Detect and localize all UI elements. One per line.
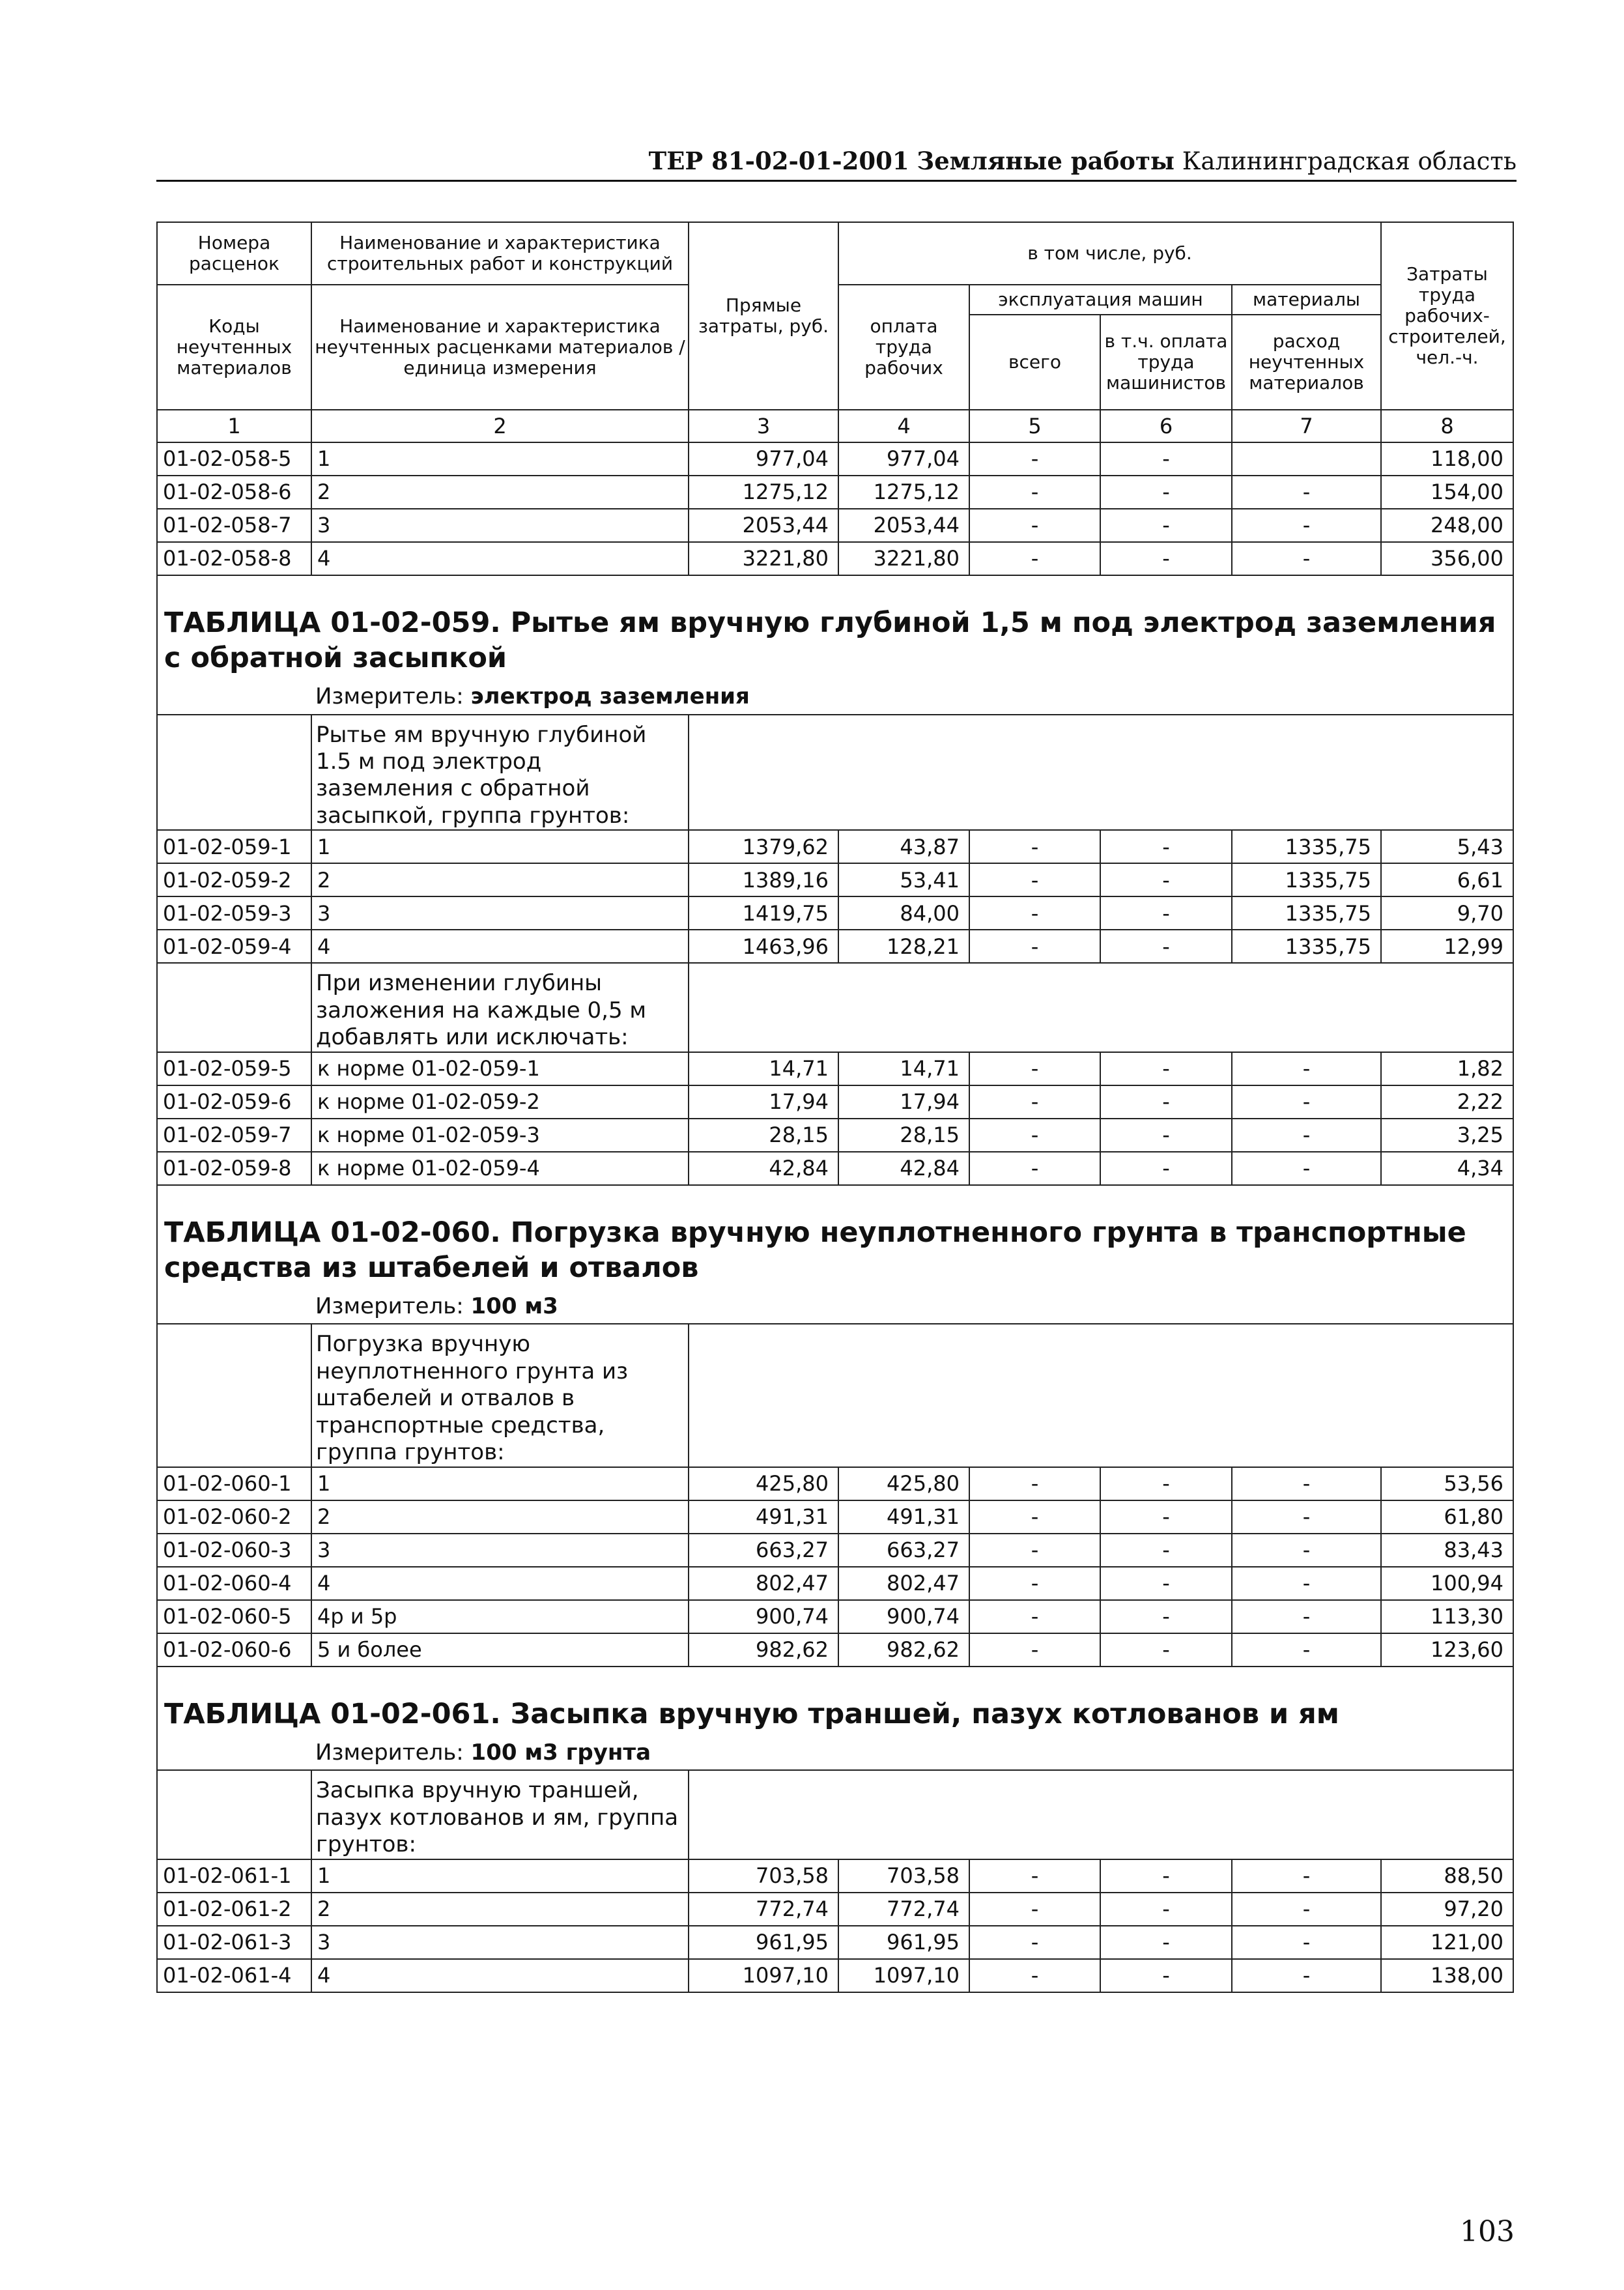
material-cost: - <box>1232 1926 1381 1959</box>
work-description: Рытье ям вручную глубиной 1.5 м под электрод заземления с обратной засыпкой, группа грунтов: <box>311 715 689 831</box>
material-cost: - <box>1232 542 1381 575</box>
table-row <box>157 1152 1513 1185</box>
rate-name: 4 <box>311 930 689 963</box>
description-row <box>157 715 1513 831</box>
table-row <box>157 863 1513 896</box>
machinist-cost: - <box>1100 1959 1232 1992</box>
rate-name: 1 <box>311 442 689 476</box>
header-machines: эксплуатация машин <box>969 285 1232 315</box>
material-cost: - <box>1232 1052 1381 1085</box>
labor-cost: 2053,44 <box>838 509 969 542</box>
labor-cost: 17,94 <box>838 1085 969 1119</box>
labor-cost: 84,00 <box>838 896 969 930</box>
machine-cost: - <box>969 1893 1100 1926</box>
col-num: 1 <box>157 410 311 442</box>
labor-cost: 977,04 <box>838 442 969 476</box>
labor-hours: 356,00 <box>1381 542 1513 575</box>
table-title-row <box>157 602 1513 680</box>
machine-cost: - <box>969 1467 1100 1500</box>
col-num: 2 <box>311 410 689 442</box>
material-cost: 1335,75 <box>1232 863 1381 896</box>
labor-hours: 123,60 <box>1381 1633 1513 1667</box>
rate-name: к норме 01-02-059-1 <box>311 1052 689 1085</box>
header-labor-hours: Затраты труда рабочих-строителей, чел.-ч. <box>1381 222 1513 410</box>
header-work-name: Наименование и характеристика строительных работ и конструкций <box>311 222 689 285</box>
machine-cost: - <box>969 1119 1100 1152</box>
labor-hours: 53,56 <box>1381 1467 1513 1500</box>
header-materials: материалы <box>1232 285 1381 315</box>
spacer-row <box>157 1667 1513 1693</box>
header-rate-numbers: Номера расценок <box>157 222 311 285</box>
col-num: 8 <box>1381 410 1513 442</box>
labor-hours: 118,00 <box>1381 442 1513 476</box>
labor-cost: 42,84 <box>838 1152 969 1185</box>
material-cost: - <box>1232 1152 1381 1185</box>
description-blank <box>689 715 1513 831</box>
col-num: 5 <box>969 410 1100 442</box>
labor-hours: 248,00 <box>1381 509 1513 542</box>
description-blank <box>689 963 1513 1052</box>
rate-code: 01-02-060-4 <box>157 1567 311 1600</box>
material-cost: - <box>1232 1085 1381 1119</box>
rate-code: 01-02-059-5 <box>157 1052 311 1085</box>
rate-name: 3 <box>311 1926 689 1959</box>
work-description: При изменении глубины заложения на каждые 0,5 м добавлять или исключать: <box>311 963 689 1052</box>
meter-code-cell <box>157 1289 311 1324</box>
table-row <box>157 1926 1513 1959</box>
direct-cost: 3221,80 <box>689 542 838 575</box>
direct-cost: 703,58 <box>689 1859 838 1893</box>
table-row <box>157 1859 1513 1893</box>
rate-name: 1 <box>311 1467 689 1500</box>
labor-hours: 100,94 <box>1381 1567 1513 1600</box>
material-cost: - <box>1232 1633 1381 1667</box>
header-machines-total: всего <box>969 315 1100 410</box>
col-num: 4 <box>838 410 969 442</box>
labor-hours: 154,00 <box>1381 476 1513 509</box>
machine-cost: - <box>969 509 1100 542</box>
machinist-cost: - <box>1100 1152 1232 1185</box>
direct-cost: 425,80 <box>689 1467 838 1500</box>
direct-cost: 772,74 <box>689 1893 838 1926</box>
header-material-codes: Коды неучтенных материалов <box>157 285 311 410</box>
labor-hours: 121,00 <box>1381 1926 1513 1959</box>
machinist-cost: - <box>1100 1567 1232 1600</box>
rate-name: к норме 01-02-059-4 <box>311 1152 689 1185</box>
meter-value: 100 м3 грунта <box>470 1739 651 1766</box>
material-cost: - <box>1232 1859 1381 1893</box>
meter <box>311 680 1513 715</box>
machinist-cost: - <box>1100 476 1232 509</box>
labor-hours: 1,82 <box>1381 1052 1513 1085</box>
table-row <box>157 1467 1513 1500</box>
labor-cost: 14,71 <box>838 1052 969 1085</box>
machinist-cost: - <box>1100 1052 1232 1085</box>
doc-region: Калининградская область <box>1182 147 1517 175</box>
direct-cost: 663,27 <box>689 1534 838 1567</box>
labor-cost: 3221,80 <box>838 542 969 575</box>
machine-cost: - <box>969 863 1100 896</box>
header-worker-pay: оплата труда рабочих <box>838 285 969 410</box>
labor-hours: 5,43 <box>1381 830 1513 863</box>
rate-name: 2 <box>311 863 689 896</box>
machine-cost: - <box>969 1567 1100 1600</box>
material-cost: - <box>1232 1893 1381 1926</box>
labor-hours: 113,30 <box>1381 1600 1513 1633</box>
table-row <box>157 1633 1513 1667</box>
header-machinist-pay: в т.ч. оплата труда машинистов <box>1100 315 1232 410</box>
rate-name: 2 <box>311 476 689 509</box>
machinist-cost: - <box>1100 830 1232 863</box>
spacer <box>157 575 1513 602</box>
direct-cost: 1379,62 <box>689 830 838 863</box>
rate-code: 01-02-061-3 <box>157 1926 311 1959</box>
material-cost: 1335,75 <box>1232 830 1381 863</box>
table-row <box>157 1600 1513 1633</box>
rate-code: 01-02-059-2 <box>157 863 311 896</box>
table-title: ТАБЛИЦА 01-02-059. Рытье ям вручную глубиной 1,5 м под электрод заземления с обратной засыпкой <box>157 602 1513 680</box>
description-code-cell <box>157 963 311 1052</box>
rate-code: 01-02-061-2 <box>157 1893 311 1926</box>
description-code-cell <box>157 715 311 831</box>
direct-cost: 28,15 <box>689 1119 838 1152</box>
machinist-cost: - <box>1100 1893 1232 1926</box>
machinist-cost: - <box>1100 442 1232 476</box>
material-cost: - <box>1232 1959 1381 1992</box>
rate-name: 3 <box>311 509 689 542</box>
table-row <box>157 1052 1513 1085</box>
table-row <box>157 1893 1513 1926</box>
doc-code: ТЕР 81-02-01-2001 <box>648 147 909 175</box>
direct-cost: 1275,12 <box>689 476 838 509</box>
machine-cost: - <box>969 1633 1100 1667</box>
col-num: 3 <box>689 410 838 442</box>
description-blank <box>689 1770 1513 1859</box>
rate-code: 01-02-058-8 <box>157 542 311 575</box>
rate-name: 4р и 5р <box>311 1600 689 1633</box>
table-row <box>157 542 1513 575</box>
material-cost: - <box>1232 476 1381 509</box>
page-header <box>156 145 1517 182</box>
material-cost <box>1232 442 1381 476</box>
rate-code: 01-02-058-6 <box>157 476 311 509</box>
machine-cost: - <box>969 830 1100 863</box>
material-cost: - <box>1232 1119 1381 1152</box>
machine-cost: - <box>969 1500 1100 1534</box>
labor-cost: 663,27 <box>838 1534 969 1567</box>
rate-name: 4 <box>311 1567 689 1600</box>
rate-code: 01-02-059-1 <box>157 830 311 863</box>
machinist-cost: - <box>1100 1500 1232 1534</box>
table-row <box>157 1534 1513 1567</box>
description-code-cell <box>157 1324 311 1467</box>
machinist-cost: - <box>1100 1534 1232 1567</box>
labor-hours: 9,70 <box>1381 896 1513 930</box>
machine-cost: - <box>969 442 1100 476</box>
labor-cost: 43,87 <box>838 830 969 863</box>
labor-cost: 703,58 <box>838 1859 969 1893</box>
direct-cost: 491,31 <box>689 1500 838 1534</box>
labor-cost: 28,15 <box>838 1119 969 1152</box>
description-code-cell <box>157 1770 311 1859</box>
machine-cost: - <box>969 1600 1100 1633</box>
labor-hours: 3,25 <box>1381 1119 1513 1152</box>
column-numbers-row <box>157 410 1513 442</box>
header-including: в том числе, руб. <box>838 222 1381 285</box>
spacer <box>157 1667 1513 1693</box>
spacer-row <box>157 575 1513 602</box>
doc-section: Земляные работы <box>917 147 1175 175</box>
meter-label: Измеритель: <box>315 1293 464 1319</box>
table-row <box>157 1119 1513 1152</box>
rate-name: к норме 01-02-059-2 <box>311 1085 689 1119</box>
direct-cost: 1097,10 <box>689 1959 838 1992</box>
rate-code: 01-02-061-4 <box>157 1959 311 1992</box>
machinist-cost: - <box>1100 863 1232 896</box>
rate-code: 01-02-059-6 <box>157 1085 311 1119</box>
page-number: 103 <box>1460 2215 1515 2248</box>
labor-hours: 61,80 <box>1381 1500 1513 1534</box>
material-cost: - <box>1232 1567 1381 1600</box>
labor-hours: 12,99 <box>1381 930 1513 963</box>
meter-value: электрод заземления <box>470 683 750 710</box>
table-row <box>157 830 1513 863</box>
table-title: ТАБЛИЦА 01-02-061. Засыпка вручную траншей, пазух котлованов и ям <box>157 1693 1513 1736</box>
table-title: ТАБЛИЦА 01-02-060. Погрузка вручную неуплотненного грунта в транспортные средства из штабелей и отвалов <box>157 1212 1513 1290</box>
material-cost: - <box>1232 1500 1381 1534</box>
table-row <box>157 1959 1513 1992</box>
labor-cost: 900,74 <box>838 1600 969 1633</box>
labor-hours: 138,00 <box>1381 1959 1513 1992</box>
machinist-cost: - <box>1100 896 1232 930</box>
header-material-name: Наименование и характеристика неучтенных расценками материалов / единица измерения <box>311 285 689 410</box>
header-material-usage: расход неучтенных материалов <box>1232 315 1381 410</box>
labor-cost: 802,47 <box>838 1567 969 1600</box>
labor-cost: 1275,12 <box>838 476 969 509</box>
description-row <box>157 963 1513 1052</box>
machinist-cost: - <box>1100 1467 1232 1500</box>
machinist-cost: - <box>1100 1600 1232 1633</box>
table-title-row <box>157 1212 1513 1290</box>
direct-cost: 961,95 <box>689 1926 838 1959</box>
machinist-cost: - <box>1100 1859 1232 1893</box>
direct-cost: 1463,96 <box>689 930 838 963</box>
direct-cost: 2053,44 <box>689 509 838 542</box>
meter <box>311 1289 1513 1324</box>
table-row <box>157 476 1513 509</box>
meter-row <box>157 680 1513 715</box>
rate-code: 01-02-060-3 <box>157 1534 311 1567</box>
direct-cost: 17,94 <box>689 1085 838 1119</box>
machinist-cost: - <box>1100 542 1232 575</box>
labor-cost: 53,41 <box>838 863 969 896</box>
labor-cost: 491,31 <box>838 1500 969 1534</box>
table-row <box>157 1085 1513 1119</box>
direct-cost: 900,74 <box>689 1600 838 1633</box>
labor-hours: 2,22 <box>1381 1085 1513 1119</box>
machine-cost: - <box>969 542 1100 575</box>
labor-hours: 6,61 <box>1381 863 1513 896</box>
rate-code: 01-02-061-1 <box>157 1859 311 1893</box>
spacer <box>157 1185 1513 1212</box>
meter-label: Измеритель: <box>315 683 464 710</box>
machine-cost: - <box>969 1052 1100 1085</box>
machine-cost: - <box>969 476 1100 509</box>
rate-name: к норме 01-02-059-3 <box>311 1119 689 1152</box>
rate-name: 2 <box>311 1500 689 1534</box>
rate-code: 01-02-058-5 <box>157 442 311 476</box>
machine-cost: - <box>969 1534 1100 1567</box>
rate-code: 01-02-059-4 <box>157 930 311 963</box>
direct-cost: 42,84 <box>689 1152 838 1185</box>
machine-cost: - <box>969 1926 1100 1959</box>
labor-hours: 88,50 <box>1381 1859 1513 1893</box>
work-description: Засыпка вручную траншей, пазух котлованов и ям, группа грунтов: <box>311 1770 689 1859</box>
table-row <box>157 930 1513 963</box>
direct-cost: 1389,16 <box>689 863 838 896</box>
header-row-1 <box>157 222 1513 285</box>
machine-cost: - <box>969 1152 1100 1185</box>
labor-hours: 97,20 <box>1381 1893 1513 1926</box>
rate-name: 4 <box>311 1959 689 1992</box>
rate-code: 01-02-059-8 <box>157 1152 311 1185</box>
machinist-cost: - <box>1100 1119 1232 1152</box>
table-title-row <box>157 1693 1513 1736</box>
description-row <box>157 1770 1513 1859</box>
labor-cost: 425,80 <box>838 1467 969 1500</box>
material-cost: 1335,75 <box>1232 930 1381 963</box>
machine-cost: - <box>969 1859 1100 1893</box>
direct-cost: 977,04 <box>689 442 838 476</box>
material-cost: - <box>1232 509 1381 542</box>
col-num: 6 <box>1100 410 1232 442</box>
rate-code: 01-02-059-7 <box>157 1119 311 1152</box>
table-row <box>157 1500 1513 1534</box>
header-direct-costs: Прямые затраты, руб. <box>689 222 838 410</box>
machinist-cost: - <box>1100 509 1232 542</box>
material-cost: 1335,75 <box>1232 896 1381 930</box>
rates-table <box>156 222 1514 1993</box>
rate-name: 4 <box>311 542 689 575</box>
machinist-cost: - <box>1100 930 1232 963</box>
table-row <box>157 509 1513 542</box>
rate-name: 3 <box>311 896 689 930</box>
direct-cost: 14,71 <box>689 1052 838 1085</box>
machinist-cost: - <box>1100 1085 1232 1119</box>
labor-cost: 961,95 <box>838 1926 969 1959</box>
meter-code-cell <box>157 680 311 715</box>
direct-cost: 982,62 <box>689 1633 838 1667</box>
rate-code: 01-02-060-5 <box>157 1600 311 1633</box>
table-row <box>157 1567 1513 1600</box>
col-num: 7 <box>1232 410 1381 442</box>
machinist-cost: - <box>1100 1926 1232 1959</box>
meter-code-cell <box>157 1736 311 1770</box>
description-row <box>157 1324 1513 1467</box>
rate-name: 1 <box>311 830 689 863</box>
labor-cost: 982,62 <box>838 1633 969 1667</box>
labor-hours: 83,43 <box>1381 1534 1513 1567</box>
material-cost: - <box>1232 1534 1381 1567</box>
machine-cost: - <box>969 896 1100 930</box>
machine-cost: - <box>969 1959 1100 1992</box>
material-cost: - <box>1232 1600 1381 1633</box>
work-description: Погрузка вручную неуплотненного грунта из штабелей и отвалов в транспортные средства, группа грунтов: <box>311 1324 689 1467</box>
meter-label: Измеритель: <box>315 1739 464 1766</box>
rate-code: 01-02-060-6 <box>157 1633 311 1667</box>
table-row <box>157 442 1513 476</box>
rate-code: 01-02-060-2 <box>157 1500 311 1534</box>
table-row <box>157 896 1513 930</box>
rate-name: 3 <box>311 1534 689 1567</box>
rate-name: 1 <box>311 1859 689 1893</box>
machinist-cost: - <box>1100 1633 1232 1667</box>
labor-cost: 772,74 <box>838 1893 969 1926</box>
direct-cost: 802,47 <box>689 1567 838 1600</box>
direct-cost: 1419,75 <box>689 896 838 930</box>
labor-cost: 1097,10 <box>838 1959 969 1992</box>
meter-value: 100 м3 <box>470 1293 558 1319</box>
rate-name: 5 и более <box>311 1633 689 1667</box>
meter-row <box>157 1736 1513 1770</box>
rate-code: 01-02-059-3 <box>157 896 311 930</box>
meter <box>311 1736 1513 1770</box>
machine-cost: - <box>969 930 1100 963</box>
labor-hours: 4,34 <box>1381 1152 1513 1185</box>
meter-row <box>157 1289 1513 1324</box>
description-blank <box>689 1324 1513 1467</box>
rate-code: 01-02-058-7 <box>157 509 311 542</box>
material-cost: - <box>1232 1467 1381 1500</box>
spacer-row <box>157 1185 1513 1212</box>
rate-code: 01-02-060-1 <box>157 1467 311 1500</box>
rate-name: 2 <box>311 1893 689 1926</box>
machine-cost: - <box>969 1085 1100 1119</box>
labor-cost: 128,21 <box>838 930 969 963</box>
